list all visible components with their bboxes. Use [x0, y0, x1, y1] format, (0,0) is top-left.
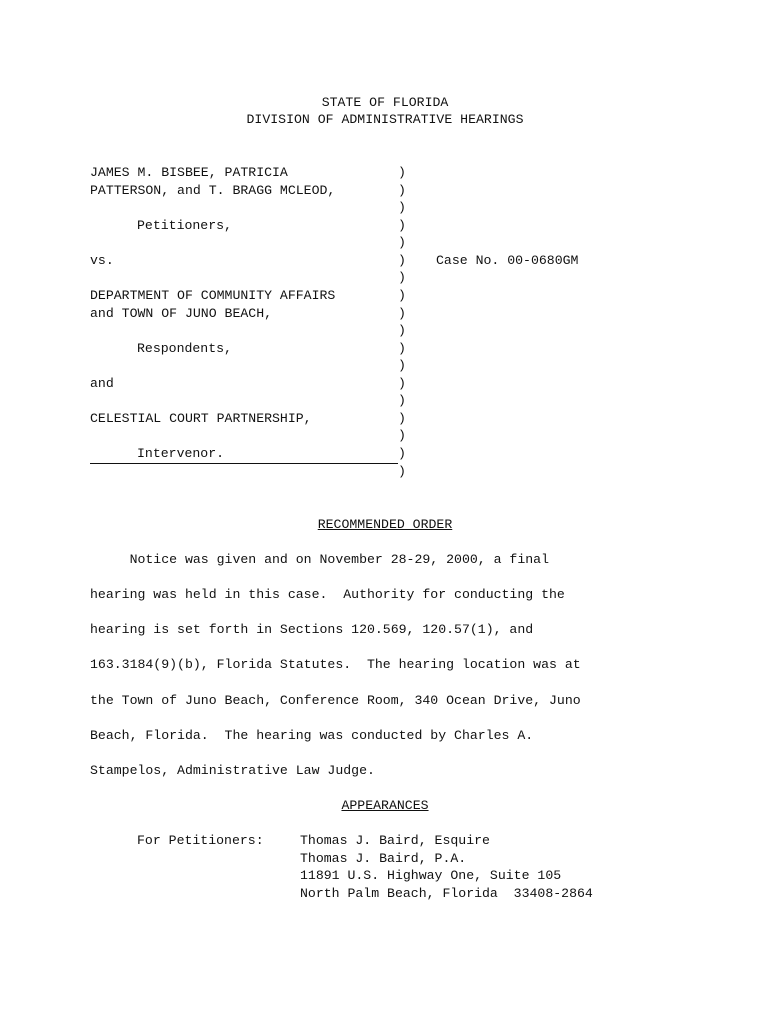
respondent-names-line-2: and TOWN OF JUNO BEACH, — [90, 306, 273, 321]
caption-paren: ) — [398, 464, 406, 479]
caption-paren: ) — [398, 323, 406, 338]
body-line: Beach, Florida. The hearing was conducted by Charles A. — [90, 728, 534, 743]
appearances-title: APPEARANCES — [341, 798, 429, 813]
intervenor-name: CELESTIAL COURT PARTNERSHIP, — [90, 411, 312, 426]
caption-paren: ) — [398, 200, 406, 215]
counsel-line: Thomas J. Baird, Esquire — [300, 833, 490, 848]
versus-label: vs. — [90, 253, 114, 268]
caption-paren: ) — [398, 183, 406, 198]
respondent-names-line-1: DEPARTMENT OF COMMUNITY AFFAIRS — [90, 288, 336, 303]
body-line: 163.3184(9)(b), Florida Statutes. The hearing location was at — [90, 657, 581, 672]
caption-rule — [90, 463, 398, 464]
counsel-line: Thomas J. Baird, P.A. — [300, 851, 467, 866]
body-line: hearing was held in this case. Authority for conducting the — [90, 587, 565, 602]
case-number: Case No. 00-0680GM — [436, 253, 579, 268]
and-label: and — [90, 376, 114, 391]
caption-paren: ) — [398, 411, 406, 426]
caption-paren: ) — [398, 235, 406, 250]
caption-paren: ) — [398, 358, 406, 373]
respondents-label: Respondents, — [137, 341, 232, 356]
agency-division: DIVISION OF ADMINISTRATIVE HEARINGS — [246, 112, 524, 127]
for-petitioners-label: For Petitioners: — [137, 833, 264, 848]
caption-paren: ) — [398, 446, 406, 461]
counsel-line: 11891 U.S. Highway One, Suite 105 — [300, 868, 562, 883]
caption-paren: ) — [398, 165, 406, 180]
body-line: hearing is set forth in Sections 120.569, 120.57(1), and — [90, 622, 534, 637]
caption-paren: ) — [398, 270, 406, 285]
petitioner-names-line-2: PATTERSON, and T. BRAGG MCLEOD, — [90, 183, 336, 198]
petitioner-names-line-1: JAMES M. BISBEE, PATRICIA — [90, 165, 288, 180]
order-title: RECOMMENDED ORDER — [317, 517, 453, 532]
caption-paren: ) — [398, 288, 406, 303]
caption-paren: ) — [398, 218, 406, 233]
body-line: the Town of Juno Beach, Conference Room, 340 Ocean Drive, Juno — [90, 693, 581, 708]
body-line: Notice was given and on November 28-29, 2000, a final — [90, 552, 549, 567]
caption-paren: ) — [398, 393, 406, 408]
counsel-line: North Palm Beach, Florida 33408-2864 — [300, 886, 593, 901]
caption-paren: ) — [398, 428, 406, 443]
caption-paren: ) — [398, 376, 406, 391]
caption-paren: ) — [398, 253, 406, 268]
caption-paren: ) — [398, 341, 406, 356]
body-line: Stampelos, Administrative Law Judge. — [90, 763, 375, 778]
intervenor-label: Intervenor. — [137, 446, 225, 461]
caption-paren: ) — [398, 306, 406, 321]
agency-state: STATE OF FLORIDA — [321, 95, 449, 110]
petitioners-label: Petitioners, — [137, 218, 232, 233]
